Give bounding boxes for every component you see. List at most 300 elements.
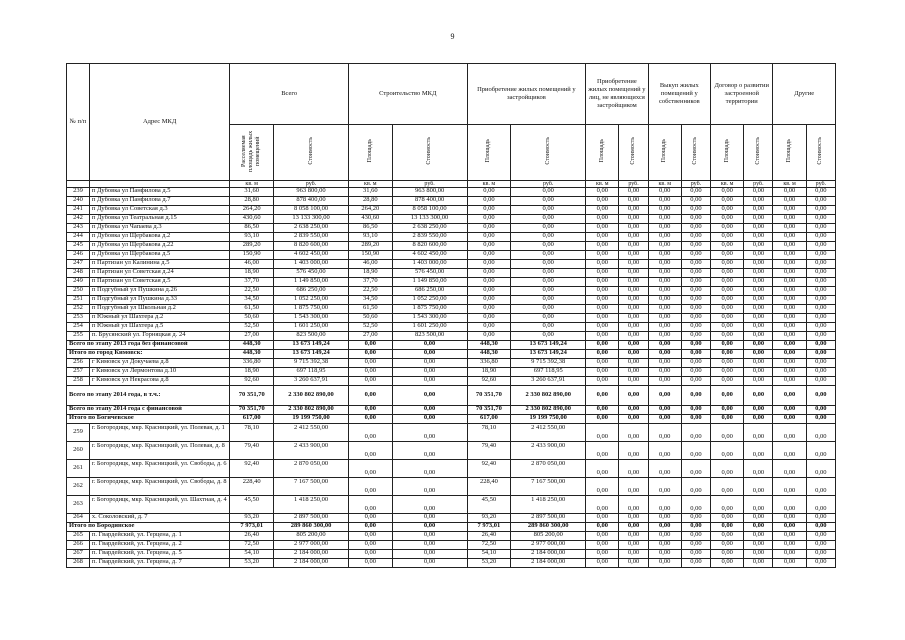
row-value: 0,00 <box>511 250 586 259</box>
row-value: 0,00 <box>348 405 392 414</box>
row-value: 0,00 <box>806 423 835 441</box>
unit-cell: руб. <box>806 180 835 187</box>
row-value: 0,00 <box>711 385 744 405</box>
row-value: 2 870 050,00 <box>511 459 586 477</box>
row-value: 0,00 <box>619 513 648 522</box>
row-value: 576 450,00 <box>274 268 349 277</box>
row-value: 0,00 <box>467 268 511 277</box>
row-number: 263 <box>67 495 90 513</box>
row-value: 0,00 <box>586 313 619 322</box>
row-value: 0,00 <box>511 286 586 295</box>
row-value: 0,00 <box>681 376 710 385</box>
row-value: 34,50 <box>230 295 274 304</box>
row-number: 257 <box>67 367 90 376</box>
row-value: 0,00 <box>744 495 773 513</box>
row-value: 0,00 <box>806 196 835 205</box>
row-value: 92,60 <box>467 376 511 385</box>
row-value: 27,00 <box>348 331 392 340</box>
row-value: 0,00 <box>648 540 681 549</box>
row-number: 265 <box>67 531 90 540</box>
row-value: 0,00 <box>348 358 392 367</box>
row-value: 0,00 <box>392 405 467 414</box>
row-address: п Южный ул Шахтера д.2 <box>89 313 229 322</box>
row-value: 0,00 <box>619 376 648 385</box>
row-value: 0,00 <box>681 259 710 268</box>
row-value: 54,10 <box>467 549 511 558</box>
row-value: 0,00 <box>681 340 710 349</box>
row-value: 0,00 <box>773 349 806 358</box>
row-value: 28,80 <box>348 196 392 205</box>
row-value: 0,00 <box>806 187 835 196</box>
row-value: 0,00 <box>648 441 681 459</box>
row-address: п Партизан ул Калинина д.5 <box>89 259 229 268</box>
row-value: 0,00 <box>711 331 744 340</box>
row-value: 0,00 <box>773 558 806 567</box>
row-value: 0,00 <box>711 414 744 423</box>
row-value: 0,00 <box>744 205 773 214</box>
row-value: 0,00 <box>392 495 467 513</box>
row-value: 2 184 000,00 <box>511 558 586 567</box>
row-number: 247 <box>67 259 90 268</box>
row-value: 0,00 <box>773 322 806 331</box>
row-value: 2 433 900,00 <box>274 441 349 459</box>
table-row <box>67 214 836 223</box>
subheader-cell <box>586 125 619 181</box>
row-value: 13 673 149,24 <box>274 349 349 358</box>
row-value: 0,00 <box>348 423 392 441</box>
row-value: 0,00 <box>681 277 710 286</box>
header-group-development-contract: Договор о развитии застроенной территории <box>711 64 773 125</box>
row-value: 0,00 <box>648 531 681 540</box>
row-value: 0,00 <box>586 367 619 376</box>
row-value: 0,00 <box>392 513 467 522</box>
row-value: 0,00 <box>711 196 744 205</box>
row-value: 0,00 <box>744 259 773 268</box>
row-value: 0,00 <box>586 558 619 567</box>
row-number: 251 <box>67 295 90 304</box>
row-value: 0,00 <box>773 531 806 540</box>
subheader-cell <box>230 125 274 181</box>
row-value: 92,40 <box>467 459 511 477</box>
row-number: 249 <box>67 277 90 286</box>
row-value: 0,00 <box>681 187 710 196</box>
row-value: 86,50 <box>230 223 274 232</box>
row-address: п Дубовка ул Театральная д.15 <box>89 214 229 223</box>
row-address: г Кимовск ул Докучаева д.8 <box>89 358 229 367</box>
row-value: 0,00 <box>619 367 648 376</box>
row-address: п. Гвардейский, ул. Герцена, д. 7 <box>89 558 229 567</box>
row-value: 0,00 <box>711 187 744 196</box>
row-value: 0,00 <box>711 367 744 376</box>
row-value: 0,00 <box>511 277 586 286</box>
row-value: 2 897 500,00 <box>511 513 586 522</box>
row-number: 260 <box>67 441 90 459</box>
row-value: 0,00 <box>681 331 710 340</box>
row-address: г. Богородицк, мкр. Красницкий, ул. Шахтная, д. 4 <box>89 495 229 513</box>
row-value: 0,00 <box>586 250 619 259</box>
row-value: 0,00 <box>619 495 648 513</box>
row-value: 70 351,70 <box>467 385 511 405</box>
row-value: 0,00 <box>648 205 681 214</box>
row-address: п Подгубный ул Пушкина д.33 <box>89 295 229 304</box>
unit-cell: руб. <box>274 180 349 187</box>
row-value: 0,00 <box>773 313 806 322</box>
row-value: 0,00 <box>648 522 681 531</box>
row-value: 0,00 <box>711 259 744 268</box>
row-value: 0,00 <box>744 385 773 405</box>
row-value: 0,00 <box>648 232 681 241</box>
row-value: 0,00 <box>619 322 648 331</box>
row-value: 2 433 900,00 <box>511 441 586 459</box>
row-value: 963 800,00 <box>392 187 467 196</box>
row-value: 0,00 <box>586 205 619 214</box>
row-value: 1 052 250,00 <box>392 295 467 304</box>
row-value: 0,00 <box>648 277 681 286</box>
row-value: 0,00 <box>392 549 467 558</box>
row-value: 2 839 550,00 <box>274 232 349 241</box>
row-value: 0,00 <box>806 405 835 414</box>
row-value: 0,00 <box>392 340 467 349</box>
row-value: 0,00 <box>681 286 710 295</box>
row-value: 0,00 <box>586 385 619 405</box>
row-value: 0,00 <box>744 223 773 232</box>
row-value: 0,00 <box>392 540 467 549</box>
row-value: 0,00 <box>467 205 511 214</box>
table-row <box>67 277 836 286</box>
row-value: 0,00 <box>619 295 648 304</box>
row-value: 0,00 <box>619 540 648 549</box>
row-value: 0,00 <box>806 322 835 331</box>
row-number: 266 <box>67 540 90 549</box>
row-number: 258 <box>67 376 90 385</box>
table-row <box>67 441 836 459</box>
header-cost: Стоимость <box>630 137 637 165</box>
row-number: 261 <box>67 459 90 477</box>
row-value: 805 200,00 <box>274 531 349 540</box>
row-value: 0,00 <box>648 286 681 295</box>
row-value: 28,80 <box>230 196 274 205</box>
row-value: 805 200,00 <box>511 531 586 540</box>
row-value: 0,00 <box>467 304 511 313</box>
row-value: 0,00 <box>348 549 392 558</box>
row-value: 0,00 <box>586 223 619 232</box>
row-value: 46,00 <box>230 259 274 268</box>
row-value: 18,90 <box>467 367 511 376</box>
row-value: 0,00 <box>744 331 773 340</box>
unit-blank <box>89 180 229 187</box>
row-value: 0,00 <box>681 558 710 567</box>
row-value: 70 351,70 <box>230 405 274 414</box>
total-label: Всего по этапу 2013 года без финансовой <box>67 340 230 349</box>
row-value: 0,00 <box>619 250 648 259</box>
row-value: 93,10 <box>348 232 392 241</box>
row-value: 0,00 <box>773 340 806 349</box>
row-value: 0,00 <box>648 358 681 367</box>
row-value: 0,00 <box>806 441 835 459</box>
row-value: 0,00 <box>681 223 710 232</box>
row-value: 0,00 <box>511 223 586 232</box>
row-value: 0,00 <box>681 214 710 223</box>
header-cost: Стоимость <box>544 137 551 165</box>
table-row <box>67 259 836 268</box>
row-value: 0,00 <box>773 232 806 241</box>
row-value: 0,00 <box>744 549 773 558</box>
row-value: 93,10 <box>230 232 274 241</box>
row-value: 0,00 <box>648 367 681 376</box>
row-value: 93,20 <box>230 513 274 522</box>
row-value: 0,00 <box>467 331 511 340</box>
row-value: 0,00 <box>681 441 710 459</box>
row-value: 0,00 <box>744 414 773 423</box>
row-value: 0,00 <box>681 322 710 331</box>
row-value: 0,00 <box>773 259 806 268</box>
row-value: 0,00 <box>586 322 619 331</box>
row-number: 250 <box>67 286 90 295</box>
row-value: 228,40 <box>467 477 511 495</box>
row-value: 0,00 <box>681 423 710 441</box>
table-row <box>67 358 836 367</box>
row-value: 0,00 <box>348 513 392 522</box>
row-value: 823 500,00 <box>392 331 467 340</box>
row-value: 1 875 750,00 <box>274 304 349 313</box>
row-value: 22,50 <box>348 286 392 295</box>
row-value: 0,00 <box>586 513 619 522</box>
row-value: 93,20 <box>467 513 511 522</box>
row-value: 0,00 <box>586 286 619 295</box>
row-value: 0,00 <box>681 549 710 558</box>
row-number: 241 <box>67 205 90 214</box>
row-value: 0,00 <box>467 232 511 241</box>
row-number: 259 <box>67 423 90 441</box>
row-value: 0,00 <box>586 358 619 367</box>
row-value: 0,00 <box>619 304 648 313</box>
table-row <box>67 196 836 205</box>
row-value: 0,00 <box>619 558 648 567</box>
row-number: 262 <box>67 477 90 495</box>
row-value: 2 839 550,00 <box>392 232 467 241</box>
row-value: 0,00 <box>806 414 835 423</box>
header-cost: Стоимость <box>817 137 824 165</box>
row-value: 53,20 <box>467 558 511 567</box>
row-value: 0,00 <box>467 196 511 205</box>
row-value: 0,00 <box>711 349 744 358</box>
header-area: Площадь <box>598 139 605 163</box>
row-value: 963 800,00 <box>274 187 349 196</box>
row-value: 0,00 <box>392 423 467 441</box>
row-value: 0,00 <box>806 259 835 268</box>
row-number: 254 <box>67 322 90 331</box>
row-number: 256 <box>67 358 90 367</box>
row-value: 0,00 <box>619 268 648 277</box>
unit-cell: руб. <box>681 180 710 187</box>
row-value: 0,00 <box>711 313 744 322</box>
row-value: 0,00 <box>619 205 648 214</box>
row-value: 0,00 <box>511 187 586 196</box>
header-group-purchase-developer: Приобретение жилых помещений у застройщиков <box>467 64 586 125</box>
row-value: 0,00 <box>744 459 773 477</box>
table-row <box>67 295 836 304</box>
row-value: 3 260 637,91 <box>274 376 349 385</box>
row-value: 2 330 802 890,00 <box>511 385 586 405</box>
row-value: 0,00 <box>773 331 806 340</box>
row-value: 0,00 <box>392 522 467 531</box>
row-value: 0,00 <box>711 250 744 259</box>
header-address: Адрес МКД <box>89 64 229 181</box>
header-group-construction: Строительство МКД <box>348 64 467 125</box>
row-value: 0,00 <box>711 340 744 349</box>
row-value: 0,00 <box>586 340 619 349</box>
row-value: 86,50 <box>348 223 392 232</box>
table-row <box>67 558 836 567</box>
row-value: 50,60 <box>230 313 274 322</box>
row-value: 0,00 <box>648 376 681 385</box>
row-value: 1 601 250,00 <box>274 322 349 331</box>
row-value: 0,00 <box>681 414 710 423</box>
row-value: 0,00 <box>648 241 681 250</box>
row-value: 0,00 <box>619 232 648 241</box>
row-value: 0,00 <box>348 495 392 513</box>
row-value: 50,60 <box>348 313 392 322</box>
row-value: 0,00 <box>467 295 511 304</box>
row-value: 0,00 <box>467 322 511 331</box>
row-value: 0,00 <box>806 268 835 277</box>
row-value: 0,00 <box>348 459 392 477</box>
row-value: 0,00 <box>711 477 744 495</box>
unit-cell: кв. м <box>773 180 806 187</box>
total-label: Итого по город Кимовск: <box>67 349 230 358</box>
row-value: 0,00 <box>467 259 511 268</box>
row-value: 0,00 <box>619 331 648 340</box>
row-value: 448,30 <box>230 349 274 358</box>
row-value: 0,00 <box>619 423 648 441</box>
row-value: 0,00 <box>348 531 392 540</box>
row-value: 0,00 <box>392 414 467 423</box>
row-value: 4 602 450,00 <box>392 250 467 259</box>
row-value: 2 977 000,00 <box>511 540 586 549</box>
row-number: 243 <box>67 223 90 232</box>
table-row <box>67 304 836 313</box>
row-value: 0,00 <box>586 295 619 304</box>
row-value: 0,00 <box>586 459 619 477</box>
row-address: г Кимовск ул Лермонтова д.10 <box>89 367 229 376</box>
unit-cell: руб. <box>744 180 773 187</box>
row-value: 0,00 <box>511 304 586 313</box>
row-value: 1 601 250,00 <box>392 322 467 331</box>
row-value: 0,00 <box>773 223 806 232</box>
total-row <box>67 522 836 531</box>
header-no: № п/п <box>67 64 90 181</box>
row-value: 0,00 <box>711 268 744 277</box>
row-value: 0,00 <box>711 513 744 522</box>
row-value: 2 897 500,00 <box>274 513 349 522</box>
row-value: 697 118,95 <box>511 367 586 376</box>
row-value: 0,00 <box>711 286 744 295</box>
row-value: 0,00 <box>744 277 773 286</box>
row-number: 245 <box>67 241 90 250</box>
row-value: 0,00 <box>806 277 835 286</box>
row-value: 289 860 300,00 <box>274 522 349 531</box>
row-value: 1 418 250,00 <box>511 495 586 513</box>
row-value: 0,00 <box>586 522 619 531</box>
table-row <box>67 540 836 549</box>
row-value: 0,00 <box>348 540 392 549</box>
row-value: 0,00 <box>773 214 806 223</box>
row-value: 430,60 <box>230 214 274 223</box>
row-value: 0,00 <box>648 349 681 358</box>
row-value: 0,00 <box>648 385 681 405</box>
row-value: 0,00 <box>773 423 806 441</box>
row-value: 0,00 <box>744 441 773 459</box>
row-value: 0,00 <box>806 549 835 558</box>
row-address: п Дубовка ул Советская д.3 <box>89 205 229 214</box>
row-value: 0,00 <box>806 295 835 304</box>
row-value: 0,00 <box>648 295 681 304</box>
table-row <box>67 268 836 277</box>
table-row <box>67 223 836 232</box>
row-value: 0,00 <box>586 331 619 340</box>
table-body <box>67 187 836 567</box>
row-value: 0,00 <box>619 549 648 558</box>
subheader-cell <box>711 125 744 181</box>
row-value: 37,70 <box>230 277 274 286</box>
row-value: 0,00 <box>586 196 619 205</box>
row-value: 686 250,00 <box>274 286 349 295</box>
row-value: 0,00 <box>586 423 619 441</box>
row-value: 0,00 <box>711 495 744 513</box>
row-value: 0,00 <box>773 540 806 549</box>
row-value: 0,00 <box>773 241 806 250</box>
row-value: 0,00 <box>511 268 586 277</box>
row-value: 0,00 <box>744 558 773 567</box>
row-value: 72,50 <box>467 540 511 549</box>
row-address: п. Брусянский ул. Горняцкая д. 24 <box>89 331 229 340</box>
header-area: Площадь <box>786 139 793 163</box>
row-value: 0,00 <box>648 495 681 513</box>
total-label: Всего по этапу 2014 года с финансовой <box>67 405 230 414</box>
row-value: 70 351,70 <box>230 385 274 405</box>
row-value: 18,90 <box>348 268 392 277</box>
header-area: Площадь <box>723 139 730 163</box>
row-value: 0,00 <box>648 340 681 349</box>
row-value: 0,00 <box>681 349 710 358</box>
row-value: 3 260 637,91 <box>511 376 586 385</box>
row-value: 264,20 <box>348 205 392 214</box>
row-value: 0,00 <box>744 531 773 540</box>
row-value: 150,90 <box>348 250 392 259</box>
row-value: 92,40 <box>230 459 274 477</box>
page-number: 9 <box>450 32 455 41</box>
row-value: 0,00 <box>348 522 392 531</box>
total-label: Всего по этапу 2014 года, в т.ч.: <box>67 385 230 405</box>
row-value: 0,00 <box>392 367 467 376</box>
row-value: 0,00 <box>711 241 744 250</box>
row-value: 9 715 392,38 <box>274 358 349 367</box>
row-value: 430,60 <box>348 214 392 223</box>
header-group-total: Всего <box>230 64 349 125</box>
unit-cell: кв. м <box>348 180 392 187</box>
unit-cell: руб. <box>619 180 648 187</box>
table-row <box>67 286 836 295</box>
table-row <box>67 241 836 250</box>
row-value: 0,00 <box>806 214 835 223</box>
row-value: 7 973,01 <box>230 522 274 531</box>
subheader-cell <box>511 125 586 181</box>
row-value: 0,00 <box>648 304 681 313</box>
subheader-cell <box>274 125 349 181</box>
row-value: 22,50 <box>230 286 274 295</box>
row-value: 0,00 <box>586 549 619 558</box>
row-value: 0,00 <box>681 531 710 540</box>
